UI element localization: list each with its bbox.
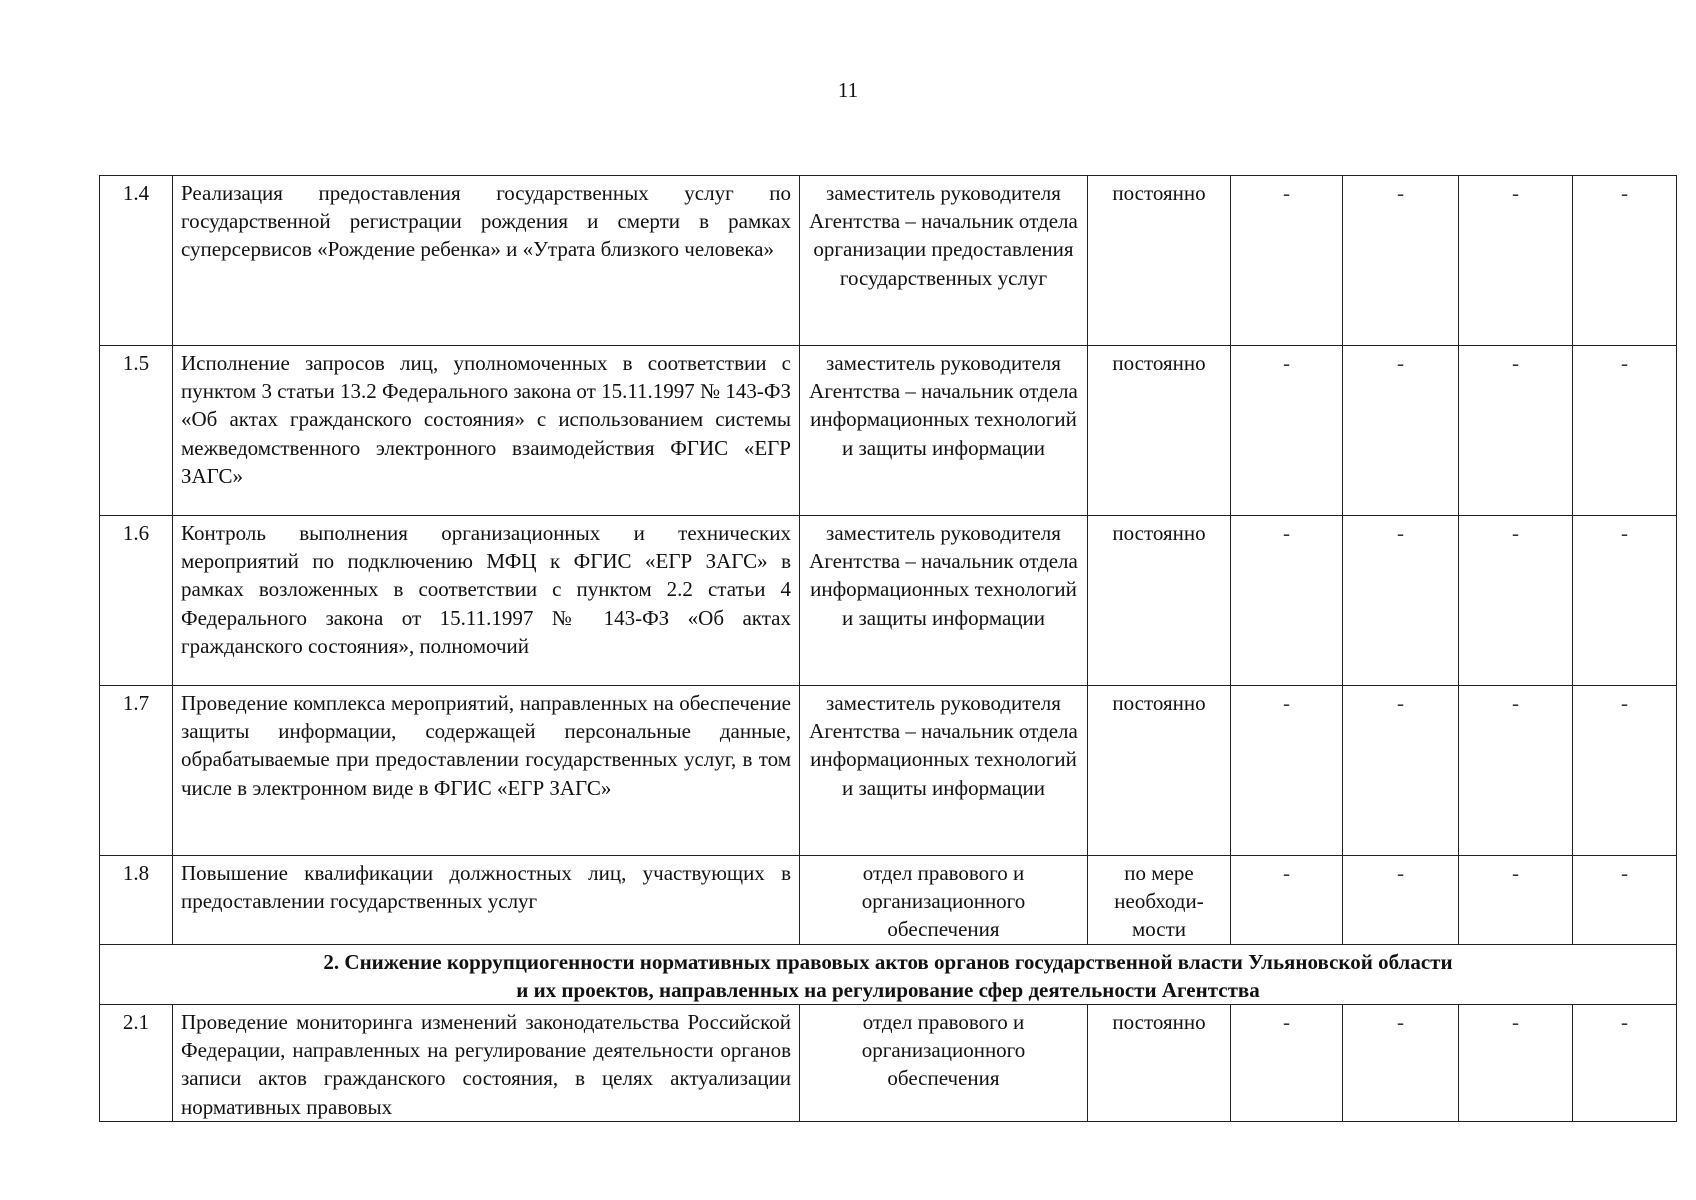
value-cell: -	[1573, 346, 1677, 516]
table-row	[100, 1005, 1677, 1122]
table-row	[100, 516, 1677, 686]
responsible-party: заместитель руководителя Агентства – начальник отдела информационных технологий и защиты информации	[800, 686, 1088, 856]
value-cell: -	[1343, 856, 1459, 945]
value-cell: -	[1573, 856, 1677, 945]
section-heading-line-1: 2. Снижение коррупциогенности нормативных правовых актов органов государственной власти Ульяновской области	[323, 949, 1453, 974]
responsible-party: отдел правового и организационного обеспечения	[800, 856, 1088, 945]
value-cell: -	[1573, 1005, 1677, 1122]
value-cell: -	[1343, 346, 1459, 516]
execution-term: постоянно	[1088, 176, 1231, 346]
row-number: 1.4	[100, 176, 173, 346]
table-row	[100, 856, 1677, 945]
measure-description: Проведение мониторинга изменений законодательства Российской Федерации, направленных на регулирование деятельности органов записи актов гражданского состояния, в целях актуализации нормативных правовых	[173, 1005, 800, 1122]
row-number: 1.6	[100, 516, 173, 686]
value-cell: -	[1343, 176, 1459, 346]
execution-term: постоянно	[1088, 516, 1231, 686]
value-cell: -	[1459, 176, 1573, 346]
responsible-party: заместитель руководителя Агентства – начальник отдела организации предоставления государственных услуг	[800, 176, 1088, 346]
value-cell: -	[1459, 516, 1573, 686]
row-number: 2.1	[100, 1005, 173, 1122]
responsible-party: заместитель руководителя Агентства – начальник отдела информационных технологий и защиты информации	[800, 346, 1088, 516]
table-row	[100, 346, 1677, 516]
value-cell: -	[1459, 346, 1573, 516]
section-heading-line-2: и их проектов, направленных на регулирование сфер деятельности Агентства	[516, 977, 1260, 1002]
value-cell: -	[1459, 1005, 1573, 1122]
value-cell: -	[1231, 1005, 1343, 1122]
value-cell: -	[1231, 176, 1343, 346]
row-number: 1.5	[100, 346, 173, 516]
execution-term: постоянно	[1088, 346, 1231, 516]
responsible-party: отдел правового и организационного обеспечения	[800, 1005, 1088, 1122]
measure-description: Проведение комплекса мероприятий, направленных на обеспечение защиты информации, содержащей персональные данные, обрабатываемые при предоставлении государственных услуг, в том числе в электронном виде в ФГИС «ЕГР ЗАГС»	[173, 686, 800, 856]
value-cell: -	[1343, 1005, 1459, 1122]
row-number: 1.8	[100, 856, 173, 945]
value-cell: -	[1231, 516, 1343, 686]
value-cell: -	[1231, 346, 1343, 516]
measures-table	[99, 175, 1677, 1122]
measure-description: Контроль выполнения организационных и технических мероприятий по подключению МФЦ к ФГИС «ЕГР ЗАГС» в рамках возложенных в соответствии с пунктом 2.2 статьи 4 Федерального закона от 15.11.1997 № 143-ФЗ «Об актах гражданского состояния», полномочий	[173, 516, 800, 686]
value-cell: -	[1343, 686, 1459, 856]
value-cell: -	[1231, 686, 1343, 856]
execution-term: постоянно	[1088, 686, 1231, 856]
section-heading	[100, 944, 1677, 1004]
value-cell: -	[1343, 516, 1459, 686]
table-row	[100, 686, 1677, 856]
value-cell: -	[1573, 516, 1677, 686]
measure-description: Исполнение запросов лиц, уполномоченных в соответствии с пунктом 3 статьи 13.2 Федерального закона от 15.11.1997 № 143-ФЗ «Об актах гражданского состояния» с использованием системы межведомственного электронного взаимодействия ФГИС «ЕГР ЗАГС»	[173, 346, 800, 516]
responsible-party: заместитель руководителя Агентства – начальник отдела информационных технологий и защиты информации	[800, 516, 1088, 686]
execution-term: постоянно	[1088, 1005, 1231, 1122]
page-number: 11	[837, 78, 859, 102]
value-cell: -	[1459, 686, 1573, 856]
section-heading-row	[100, 944, 1677, 1004]
measure-description: Реализация предоставления государственных услуг по государственной регистрации рождения и смерти в рамках суперсервисов «Рождение ребенка» и «Утрата близкого человека»	[173, 176, 800, 346]
execution-term: по мере необходи-мости	[1088, 856, 1231, 945]
value-cell: -	[1459, 856, 1573, 945]
row-number: 1.7	[100, 686, 173, 856]
measure-description: Повышение квалификации должностных лиц, участвующих в предоставлении государственных услуг	[173, 856, 800, 945]
value-cell: -	[1573, 686, 1677, 856]
value-cell: -	[1231, 856, 1343, 945]
table-row	[100, 176, 1677, 346]
value-cell: -	[1573, 176, 1677, 346]
